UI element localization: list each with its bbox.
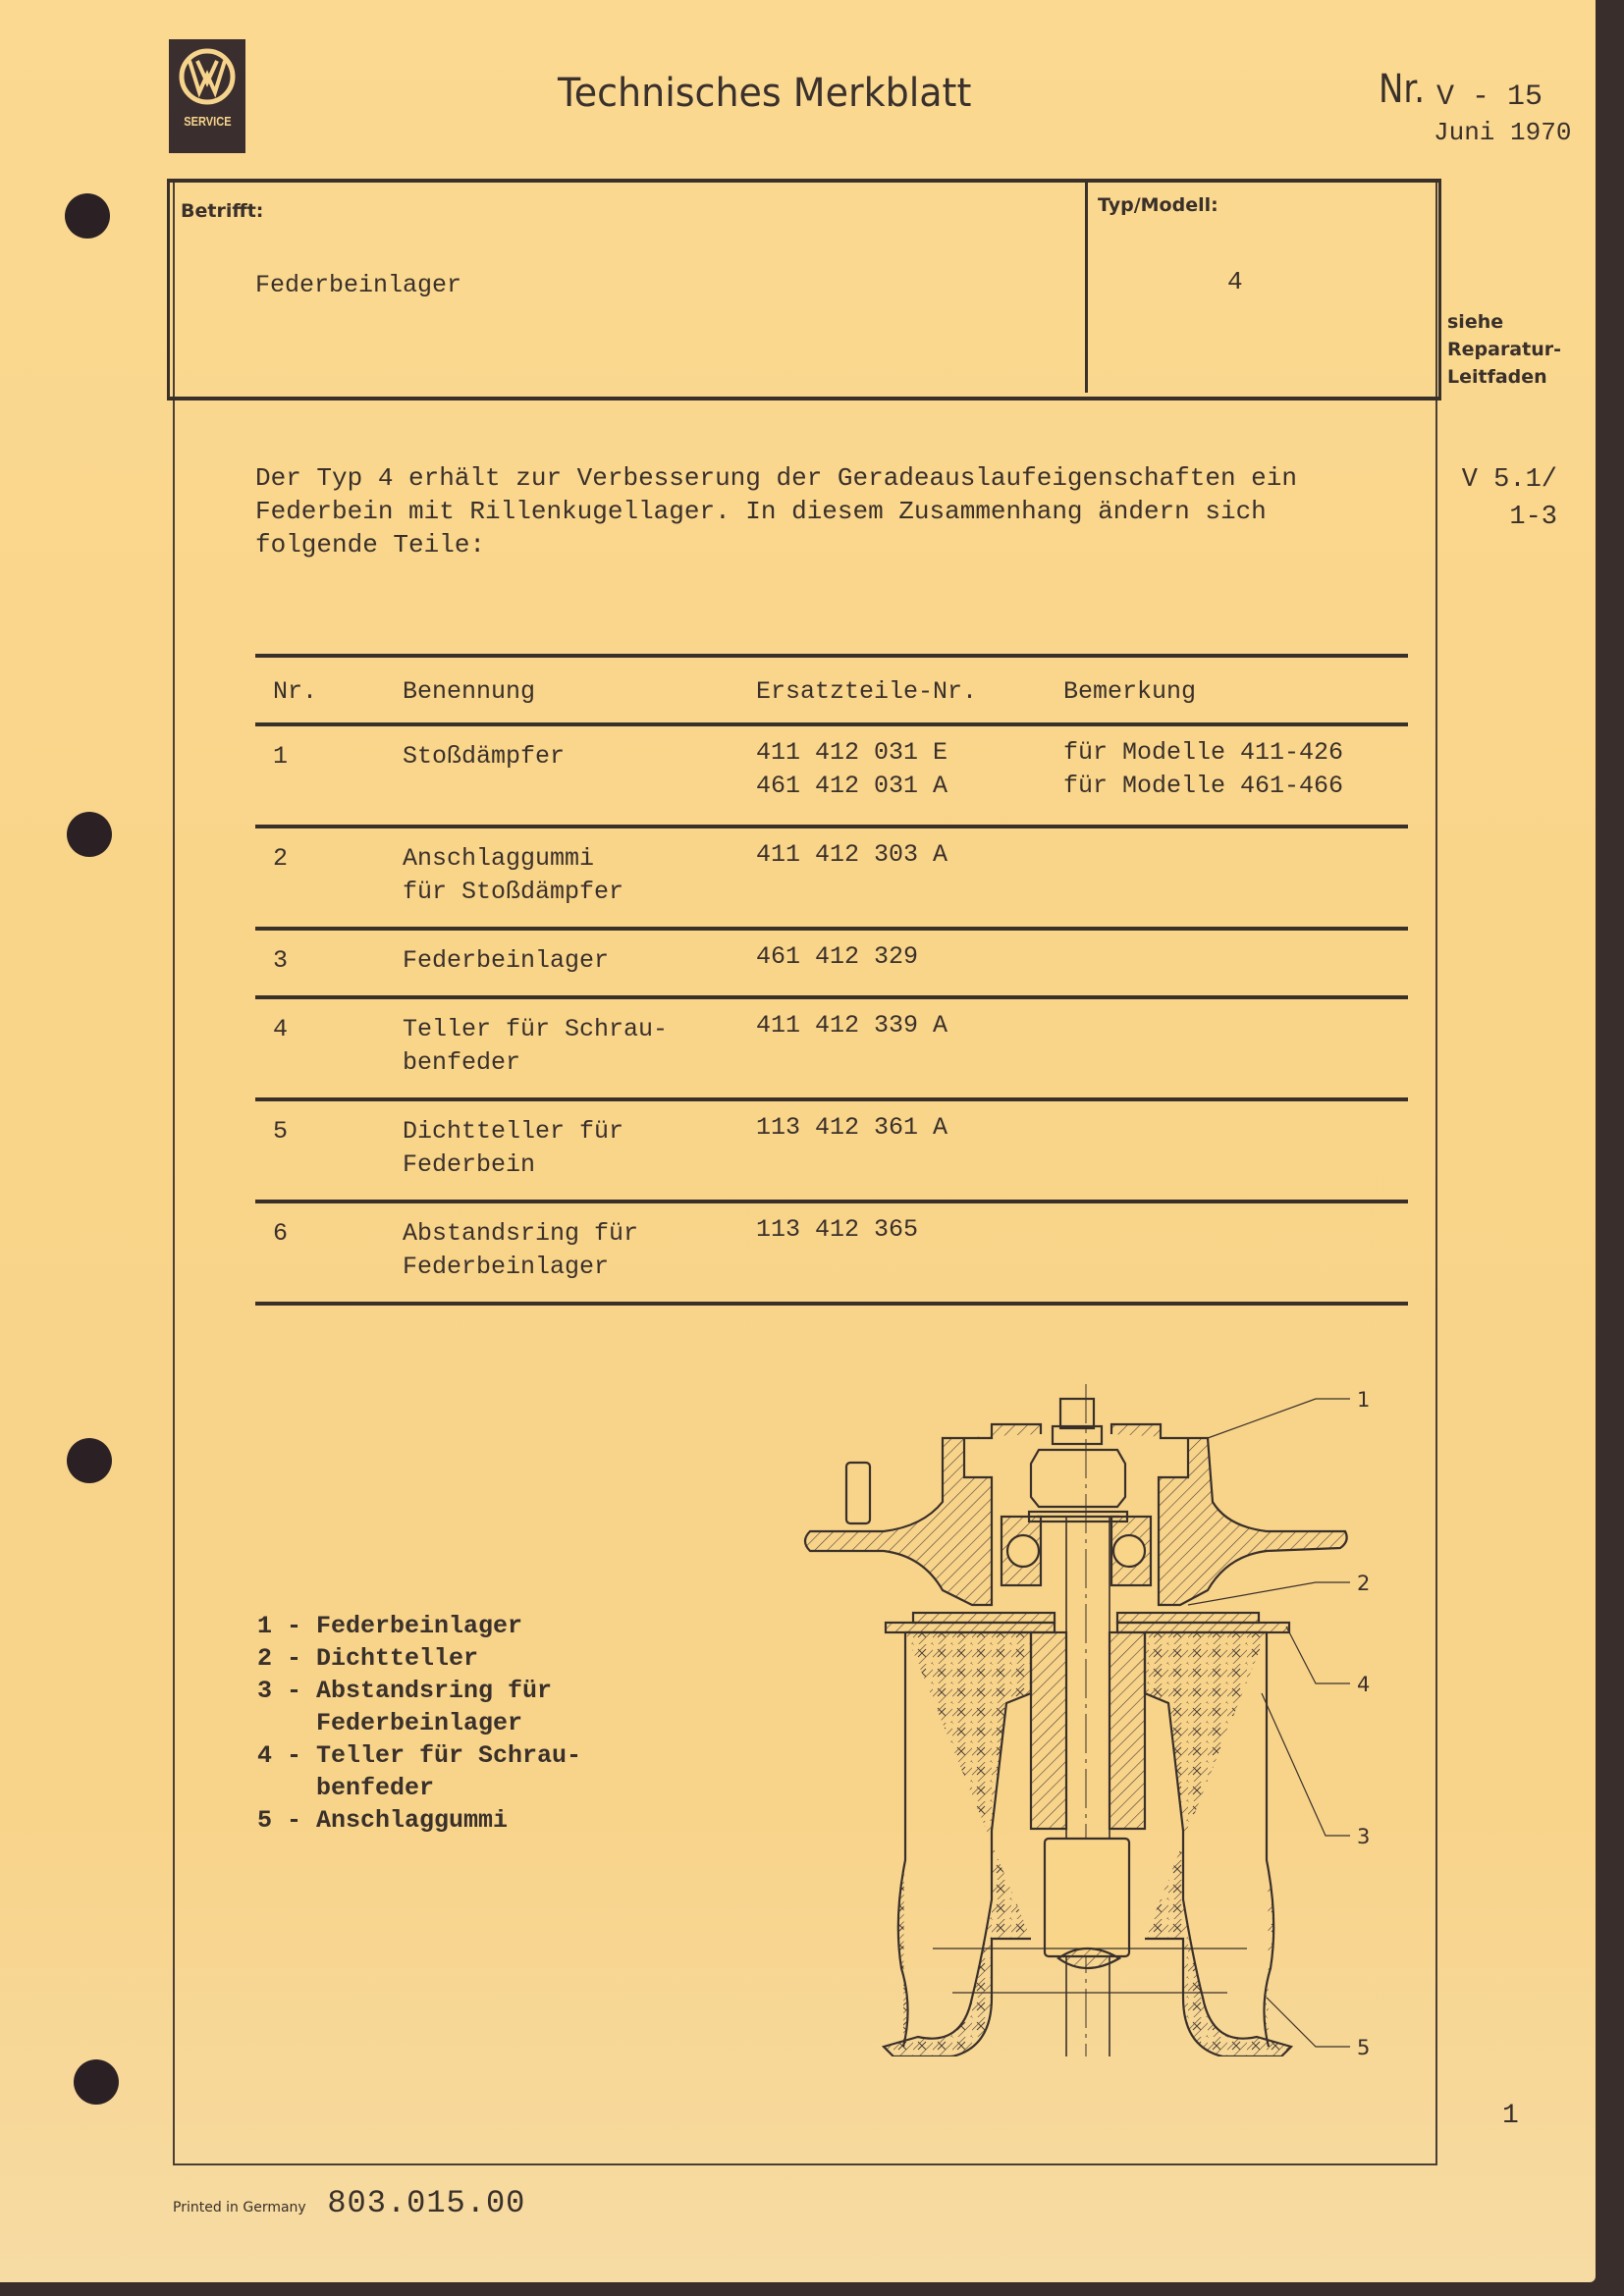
table-header-row	[255, 658, 1408, 722]
cell-nr: 5	[273, 1117, 289, 1146]
vw-service-logo	[169, 39, 245, 153]
callout-3: 3	[1357, 1825, 1371, 1848]
table-row	[255, 1203, 1408, 1302]
intro-line: Der Typ 4 erhält zur Verbesserung der Geradeauslaufeigenschaften ein	[255, 463, 1297, 493]
cell-bemerkung: für Modelle 461-466	[1063, 772, 1344, 800]
diagram-legend	[257, 1610, 581, 1837]
document-number: V - 15	[1436, 80, 1543, 114]
legend-item: 4 - Teller für Schrau-	[257, 1741, 582, 1770]
cell-ersatzteile-nr: 113 412 361 A	[756, 1113, 948, 1142]
callout-1: 1	[1357, 1388, 1371, 1412]
table-row	[255, 726, 1408, 825]
legend-item: 2 - Dichtteller	[257, 1644, 479, 1673]
side-note	[1447, 308, 1561, 391]
callout-4: 4	[1357, 1673, 1371, 1696]
table-body	[255, 722, 1408, 1306]
punch-hole	[65, 193, 110, 239]
table-rule	[255, 1302, 1408, 1306]
legend-item: Federbeinlager	[257, 1709, 523, 1737]
manual-reference	[1459, 461, 1557, 536]
cell-benennung: Federbeinlager	[403, 946, 610, 975]
punch-hole	[67, 812, 112, 857]
legend-item: 5 - Anschlaggummi	[257, 1806, 509, 1835]
header-benennung: Benennung	[403, 677, 536, 706]
intro-line: folgende Teile:	[255, 530, 486, 560]
cell-benennung: Abstandsring für	[403, 1219, 639, 1248]
cell-ersatzteile-nr: 411 412 303 A	[756, 840, 948, 869]
table-row	[255, 828, 1408, 927]
cell-nr: 4	[273, 1015, 289, 1043]
cell-ersatzteile-nr: 411 412 031 E	[756, 738, 948, 767]
cell-bemerkung: für Modelle 411-426	[1063, 738, 1344, 767]
subject-divider	[1085, 179, 1088, 393]
intro-line: Federbein mit Rillenkugellager. In diesem Zusammenhang ändern sich	[255, 497, 1267, 526]
strut-bearing-diagram	[795, 1369, 1424, 2056]
document-title: Technisches Merkblatt	[558, 71, 972, 116]
cell-benennung: Teller für Schrau-	[403, 1015, 669, 1043]
typ-modell-label: Typ/Modell:	[1098, 194, 1218, 216]
reference-line: V 5.1/	[1461, 465, 1557, 495]
logo-service-text: SERVICE	[183, 114, 232, 129]
vw-emblem-icon	[178, 47, 237, 106]
number-label: Nr.	[1379, 67, 1426, 112]
header-ersatzteile-nr: Ersatzteile-Nr.	[756, 677, 978, 706]
intro-paragraph	[255, 461, 1384, 561]
side-note-line: Reparatur-	[1447, 339, 1561, 360]
cell-ersatzteile-nr: 411 412 339 A	[756, 1011, 948, 1040]
cell-benennung: Federbein	[403, 1150, 536, 1179]
cell-nr: 2	[273, 844, 289, 873]
callout-5: 5	[1357, 2036, 1371, 2056]
table-row	[255, 931, 1408, 995]
cell-nr: 3	[273, 946, 289, 975]
document-date: Juni 1970	[1434, 118, 1572, 147]
header-nr: Nr.	[273, 677, 318, 706]
footer	[173, 2185, 525, 2221]
legend-item: benfeder	[257, 1774, 435, 1802]
cell-benennung: Dichtteller für	[403, 1117, 624, 1146]
form-code: 803.015.00	[327, 2185, 526, 2221]
punch-hole	[67, 1438, 112, 1483]
side-note-line: siehe	[1447, 311, 1504, 333]
cell-benennung: Federbeinlager	[403, 1253, 610, 1281]
subject-value: Federbeinlager	[255, 271, 462, 299]
cell-benennung: Anschlaggummi	[403, 844, 595, 873]
table-row	[255, 999, 1408, 1097]
cell-ersatzteile-nr: 461 412 329	[756, 942, 919, 971]
cell-nr: 1	[273, 742, 289, 771]
cell-ersatzteile-nr: 461 412 031 A	[756, 772, 948, 800]
cell-benennung: benfeder	[403, 1048, 521, 1077]
cell-benennung: Stoßdämpfer	[403, 742, 566, 771]
side-note-line: Leitfaden	[1447, 366, 1547, 388]
page-number: 1	[1502, 2101, 1519, 2131]
cell-ersatzteile-nr: 113 412 365	[756, 1215, 919, 1244]
parts-table	[255, 654, 1408, 1306]
reference-line: 1-3	[1509, 503, 1557, 532]
punch-hole	[74, 2059, 119, 2105]
betrifft-label: Betrifft:	[181, 200, 264, 222]
callout-2: 2	[1357, 1572, 1371, 1595]
cross-section-drawing	[805, 1384, 1350, 2056]
legend-item: 1 - Federbeinlager	[257, 1612, 523, 1640]
typ-modell-value: 4	[1227, 267, 1243, 296]
table-row	[255, 1101, 1408, 1200]
cell-nr: 6	[273, 1219, 289, 1248]
legend-item: 3 - Abstandsring für	[257, 1677, 553, 1705]
header-bemerkung: Bemerkung	[1063, 677, 1197, 706]
cell-benennung: für Stoßdämpfer	[403, 878, 624, 906]
printed-in-germany: Printed in Germany	[173, 2200, 306, 2216]
